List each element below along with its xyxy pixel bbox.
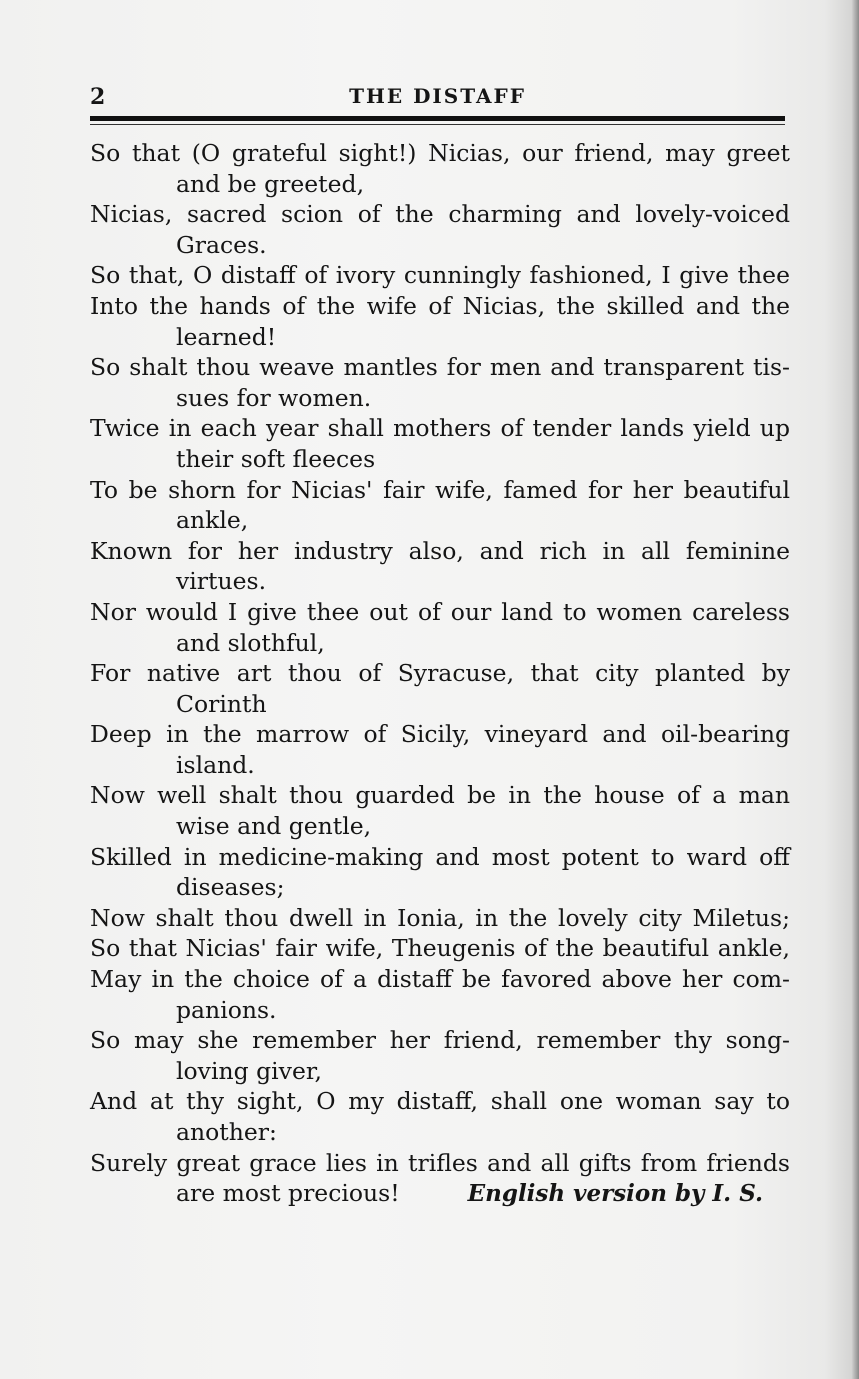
poem-line: Deep in the marrow of Sicily, vineyard and oil-bearing xyxy=(90,720,790,749)
poem-line: May in the choice of a distaff be favored above her com- xyxy=(90,965,790,994)
poem-line-continuation: are most precious! xyxy=(176,1179,400,1208)
poem-line: To be shorn for Nicias' fair wife, famed for her beautiful xyxy=(90,475,790,504)
header-rule-thick xyxy=(90,116,785,121)
poem-line: Into the hands of the wife of Nicias, the skilled and the xyxy=(90,291,790,320)
page-number: 2 xyxy=(90,84,107,110)
poem-line: For native art thou of Syracuse, that city planted by xyxy=(90,659,790,688)
poem-line: Skilled in medicine-making and most potent to ward off xyxy=(90,842,790,871)
poem-line: Now well shalt thou guarded be in the house of a man xyxy=(90,781,790,810)
running-title: THE DISTAFF xyxy=(349,84,526,108)
poem-line-continuation: wise and gentle, xyxy=(176,812,372,841)
poem-body xyxy=(90,138,790,1209)
poem-line-continuation: diseases; xyxy=(176,873,285,902)
poem-line-continuation: island. xyxy=(176,750,255,779)
poem-line: So that Nicias' fair wife, Theugenis of the beautiful ankle, xyxy=(90,934,790,963)
poem-line-continuation: and slothful, xyxy=(176,628,325,657)
poem-line: Now shalt thou dwell in Ionia, in the lovely city Miletus; xyxy=(90,903,790,932)
poem-line: Nor would I give thee out of our land to women careless xyxy=(90,597,790,626)
poem-line-continuation: virtues. xyxy=(176,567,267,596)
poem-line-continuation: loving giver, xyxy=(176,1056,322,1085)
header-rule-thin xyxy=(90,124,785,125)
poem-line-continuation: and be greeted, xyxy=(176,169,365,198)
poem-line-continuation: ankle, xyxy=(176,506,249,535)
page-spine-edge xyxy=(851,0,859,1379)
page-header xyxy=(90,84,785,112)
attribution: English version by I. S. xyxy=(467,1180,763,1207)
poem-line: Known for her industry also, and rich in all feminine xyxy=(90,536,790,565)
poem-line: Surely great grace lies in trifles and all gifts from friends xyxy=(90,1148,790,1177)
poem-line-continuation: learned! xyxy=(176,322,277,351)
poem-line-continuation: sues for women. xyxy=(176,383,372,412)
poem-line-continuation: Corinth xyxy=(176,689,267,718)
poem-line: So shalt thou weave mantles for men and transparent tis- xyxy=(90,353,790,382)
poem-line: So may she remember her friend, remember thy song- xyxy=(90,1026,790,1055)
poem-line: Twice in each year shall mothers of tender lands yield up xyxy=(90,414,790,443)
poem-line-continuation: panions. xyxy=(176,995,277,1024)
poem-line: Nicias, sacred scion of the charming and lovely-voiced xyxy=(90,200,790,229)
poem-line-continuation: Graces. xyxy=(176,230,267,259)
poem-line: And at thy sight, O my distaff, shall one woman say to xyxy=(90,1087,790,1116)
poem-line: So that, O distaff of ivory cunningly fashioned, I give thee xyxy=(90,261,790,290)
poem-line-continuation: another: xyxy=(176,1118,277,1146)
poem-line-continuation: their soft fleeces xyxy=(176,444,376,473)
poem-line: So that (O grateful sight!) Nicias, our friend, may greet xyxy=(90,139,790,167)
